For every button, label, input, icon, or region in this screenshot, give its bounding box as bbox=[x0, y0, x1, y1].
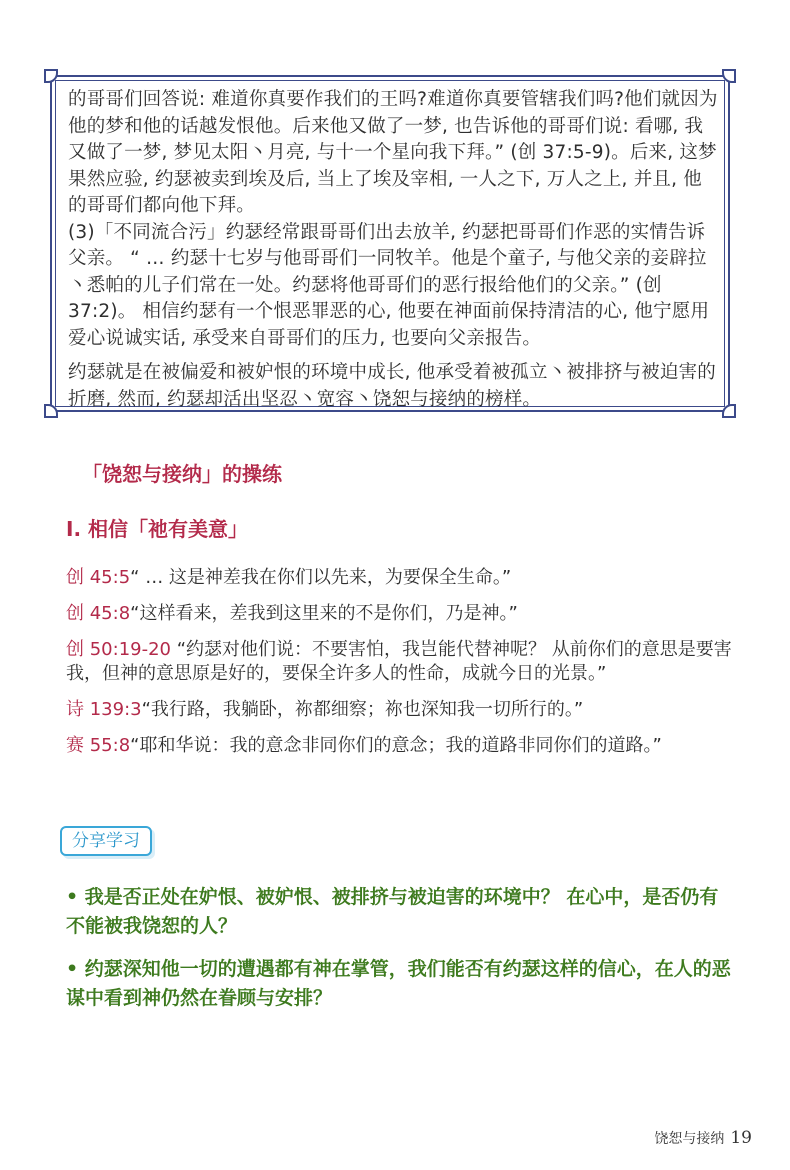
section-title: 「饶恕与接纳」的操练 bbox=[82, 462, 282, 486]
frame-corner-ornament bbox=[722, 404, 736, 418]
verse-reference: 赛 55:8 bbox=[66, 735, 131, 756]
verse-item bbox=[66, 638, 736, 686]
verse-text: “这样看来，差我到这里来的不是你们，乃是神。” bbox=[130, 603, 518, 624]
discussion-question: • 约瑟深知他一切的遭遇都有神在掌管，我们能否有约瑟这样的信心，在人的恶谋中看到神仍然在眷顾与安排？ bbox=[66, 958, 731, 1009]
discussion-questions bbox=[66, 883, 736, 1027]
verse-text: “约瑟对他们说：不要害怕，我岂能代替神呢？ 从前你们的意思是要害我，但神的意思原是好的，要保全许多人的性命，成就今日的光景。” bbox=[66, 639, 732, 684]
verse-reference: 创 45:8 bbox=[66, 603, 131, 624]
verse-item bbox=[66, 698, 736, 722]
frame-corner-ornament bbox=[44, 404, 58, 418]
verse-reference: 创 45:5 bbox=[66, 567, 131, 588]
verse-item bbox=[66, 602, 736, 626]
story-text bbox=[68, 87, 718, 413]
frame-corner-ornament bbox=[44, 69, 58, 83]
share-study-label: 分享学习 bbox=[60, 826, 152, 856]
page-footer bbox=[654, 1128, 752, 1148]
story-paragraph: 约瑟就是在被偏爱和被妒恨的环境中成长, 他承受着被孤立丶被排挤与被迫害的折磨, 然而, 约瑟却活出坚忍丶宽容丶饶恕与接纳的榜样。 bbox=[68, 362, 716, 410]
story-box bbox=[50, 75, 730, 412]
verse-reference: 创 50:19-20 bbox=[66, 639, 171, 660]
verse-item bbox=[66, 734, 736, 758]
story-paragraph: 的哥哥们回答说: 难道你真要作我们的王吗?难道你真要管辖我们吗?他们就因为他的梦和他的话越发恨他。后来他又做了一梦, 也告诉他的哥哥们说: 看哪, 我又做了一梦, 梦见太阳丶月亮, 与十一个星向我下拜。” (创 37:5-9)。后来, 这梦果然应验, 约瑟被卖到埃及后, 当上了埃及宰相, 一人之下, 万人之上, 并且, 他的哥哥们都向他下拜。 bbox=[68, 89, 718, 216]
verse-text: “我行路，我躺卧，祢都细察；祢也深知我一切所行的。” bbox=[141, 699, 584, 720]
verse-list bbox=[66, 566, 736, 770]
verse-text: “耶和华说：我的意念非同你们的意念；我的道路非同你们的道路。” bbox=[130, 735, 662, 756]
sub-title: I. 相信「祂有美意」 bbox=[66, 517, 249, 541]
footer-title: 饶恕与接纳 bbox=[654, 1131, 725, 1147]
frame-corner-ornament bbox=[722, 69, 736, 83]
page-number: 19 bbox=[730, 1128, 752, 1148]
verse-item bbox=[66, 566, 736, 590]
discussion-question: • 我是否正处在妒恨、被妒恨、被排挤与被迫害的环境中？ 在心中，是否仍有不能被我饶恕的人？ bbox=[66, 886, 719, 937]
verse-text: “ … 这是神差我在你们以先来，为要保全生命。” bbox=[130, 567, 512, 588]
verse-reference: 诗 139:3 bbox=[66, 699, 142, 720]
story-paragraph: (3)「不同流合污」约瑟经常跟哥哥们出去放羊, 约瑟把哥哥们作恶的实情告诉父亲。 “ … 约瑟十七岁与他哥哥们一同牧羊。他是个童子, 与他父亲的妾辟拉丶悉帕的儿子们常在一处。约瑟将他哥哥们的恶行报给他们的父亲。” (创 37:2)。 相信约瑟有一个恨恶罪恶的心, 他要在神面前保持清洁的心, 他宁愿用爱心说诚实话, 承受来自哥哥们的压力, 也要向父亲报告。 bbox=[68, 221, 710, 349]
